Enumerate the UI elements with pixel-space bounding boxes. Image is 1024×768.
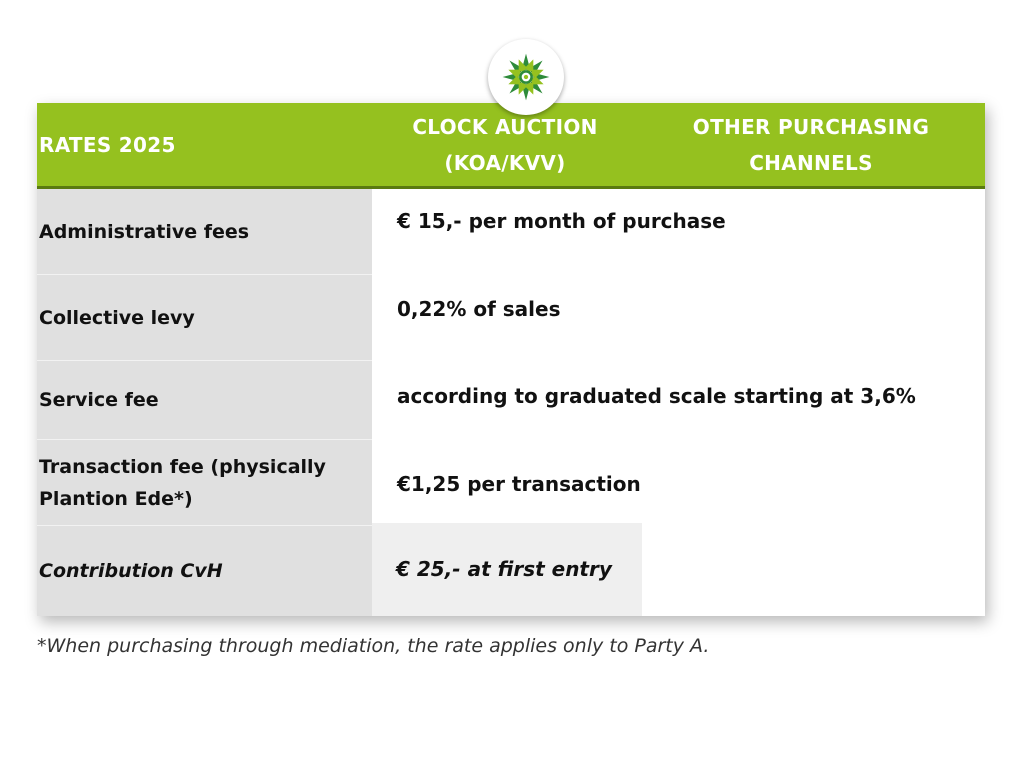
row-label-administrative-fees: Administrative fees	[37, 189, 372, 275]
row-label-transaction-fee	[37, 440, 372, 526]
header-other-channels	[677, 109, 945, 181]
value-collective-levy: 0,22% of sales	[397, 297, 561, 321]
transaction-fee-label-line2: Plantion Ede*)	[39, 487, 193, 510]
footnote: *When purchasing through mediation, the rate applies only to Party A.	[37, 635, 710, 657]
header-clock-auction	[372, 109, 638, 181]
row-label-service-fee: Service fee	[37, 361, 372, 440]
contribution-cvh-cell	[372, 523, 642, 616]
transaction-fee-label	[39, 451, 326, 515]
label-column	[37, 189, 372, 616]
header-other-channels-line2: CHANNELS	[749, 151, 873, 175]
value-transaction-fee: €1,25 per transaction	[397, 472, 641, 496]
row-label-contribution-cvh: Contribution CvH	[39, 560, 223, 582]
header-clock-auction-line1: CLOCK AUCTION	[412, 115, 598, 139]
rates-table	[37, 103, 985, 616]
row-label-collective-levy: Collective levy	[37, 275, 372, 361]
value-contribution-cvh: € 25,- at first entry	[396, 557, 612, 581]
flower-emblem-icon	[500, 51, 552, 103]
header-other-channels-line1: OTHER PURCHASING	[692, 115, 930, 139]
logo-badge	[488, 39, 564, 115]
header-clock-auction-line2: (KOA/KVV)	[444, 151, 566, 175]
transaction-fee-label-line1: Transaction fee (physically	[39, 455, 326, 478]
value-administrative-fees: € 15,- per month of purchase	[397, 209, 726, 233]
table-header-row	[37, 103, 985, 189]
value-service-fee: according to graduated scale starting at 3,6%	[397, 384, 916, 408]
header-rates-label: RATES 2025	[39, 133, 176, 157]
